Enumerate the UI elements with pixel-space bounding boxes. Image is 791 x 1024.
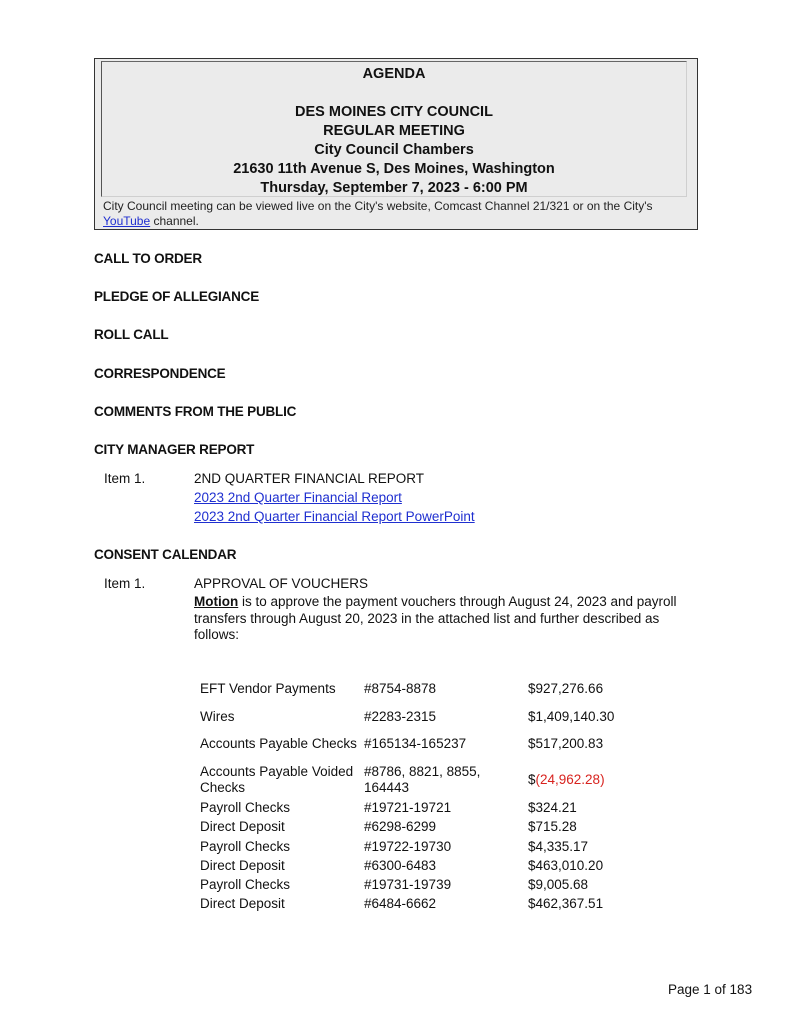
table-row: [200, 875, 650, 894]
voucher-amount: $715.28: [528, 819, 577, 835]
voucher-amount: $4,335.17: [528, 838, 589, 854]
amount-prefix: $: [528, 772, 536, 788]
motion-label: Motion: [194, 594, 239, 609]
voucher-type: Payroll Checks: [200, 838, 291, 854]
table-row: [200, 837, 650, 856]
voucher-type: Direct Deposit: [200, 896, 285, 912]
agenda-header-title-block: [101, 61, 687, 197]
agenda-header-box: [94, 58, 698, 230]
council-name: DES MOINES CITY COUNCIL: [295, 104, 493, 120]
voucher-type: Payroll Checks: [200, 799, 291, 815]
table-row: [200, 762, 650, 798]
agenda-title: AGENDA: [362, 66, 426, 82]
voucher-numbers: #6484-6662: [364, 896, 437, 912]
voucher-numbers: #19722-19730: [364, 838, 452, 854]
voucher-type: Direct Deposit: [200, 819, 285, 835]
voucher-amount: [528, 762, 650, 798]
voucher-amount: $324.21: [528, 799, 577, 815]
section-consent-calendar: CONSENT CALENDAR: [94, 547, 237, 562]
youtube-link[interactable]: YouTube: [103, 213, 151, 228]
voucher-type: Accounts Payable Voided Checks: [200, 764, 354, 796]
voucher-type: Accounts Payable Checks: [200, 736, 357, 752]
voucher-numbers: #19721-19721: [364, 799, 452, 815]
voucher-numbers: #8754-8878: [364, 681, 437, 696]
table-row: [200, 707, 650, 726]
viewing-note-text: City Council meeting can be viewed live on the City's website, Comcast Channel 21/321 or on the City's: [103, 199, 653, 213]
table-row: [200, 671, 650, 707]
section-correspondence: CORRESPONDENCE: [94, 366, 226, 381]
motion-paragraph: [194, 594, 684, 644]
voucher-numbers: #6300-6483: [364, 857, 437, 873]
section-pledge: PLEDGE OF ALLEGIANCE: [94, 289, 260, 304]
meeting-type: REGULAR MEETING: [323, 123, 465, 139]
table-row: [200, 726, 650, 762]
financial-report-link[interactable]: 2023 2nd Quarter Financial Report: [194, 490, 402, 505]
motion-text: is to approve the payment vouchers through August 24, 2023 and payroll transfers through August 20, 2023 in the attached list and further described as follows:: [194, 594, 677, 642]
voucher-type: Direct Deposit: [200, 857, 285, 873]
table-row: [200, 895, 650, 914]
voucher-numbers: #2283-2315: [364, 708, 437, 724]
section-city-manager-report: CITY MANAGER REPORT: [94, 442, 255, 457]
voucher-numbers: #8786, 8821, 8855, 164443: [364, 764, 481, 796]
consent-item-label: Item 1.: [104, 576, 146, 591]
voucher-amount: $9,005.68: [528, 877, 589, 893]
consent-item-title: APPROVAL OF VOUCHERS: [194, 576, 369, 591]
page-number: Page 1 of 183: [668, 982, 753, 997]
section-call-to-order: CALL TO ORDER: [94, 251, 202, 266]
voucher-amount: $462,367.51: [528, 896, 604, 912]
voucher-amount: $463,010.20: [528, 857, 604, 873]
voucher-numbers: #6298-6299: [364, 819, 437, 835]
meeting-datetime: Thursday, September 7, 2023 - 6:00 PM: [260, 180, 528, 196]
viewing-note: [103, 199, 687, 228]
city-manager-item-title: 2ND QUARTER FINANCIAL REPORT: [194, 471, 425, 486]
voucher-amount: $927,276.66: [528, 681, 604, 696]
voucher-amount: $517,200.83: [528, 736, 604, 752]
voucher-table: [200, 671, 650, 914]
financial-report-powerpoint-link[interactable]: 2023 2nd Quarter Financial Report PowerPoint: [194, 509, 475, 524]
negative-amount: (24,962.28): [535, 772, 605, 788]
section-roll-call: ROLL CALL: [94, 327, 169, 342]
voucher-numbers: #19731-19739: [364, 877, 452, 893]
section-comments: COMMENTS FROM THE PUBLIC: [94, 404, 297, 419]
voucher-type: Wires: [200, 708, 235, 724]
viewing-note-suffix: channel.: [150, 213, 199, 228]
meeting-location: City Council Chambers: [314, 142, 474, 158]
voucher-numbers: #165134-165237: [364, 736, 467, 752]
voucher-amount: $1,409,140.30: [528, 708, 615, 724]
city-manager-item-label: Item 1.: [104, 471, 146, 486]
voucher-type: Payroll Checks: [200, 877, 291, 893]
table-row: [200, 798, 650, 817]
meeting-address: 21630 11th Avenue S, Des Moines, Washington: [233, 161, 555, 177]
table-row: [200, 818, 650, 837]
table-row: [200, 856, 650, 875]
voucher-type: EFT Vendor Payments: [200, 681, 336, 696]
